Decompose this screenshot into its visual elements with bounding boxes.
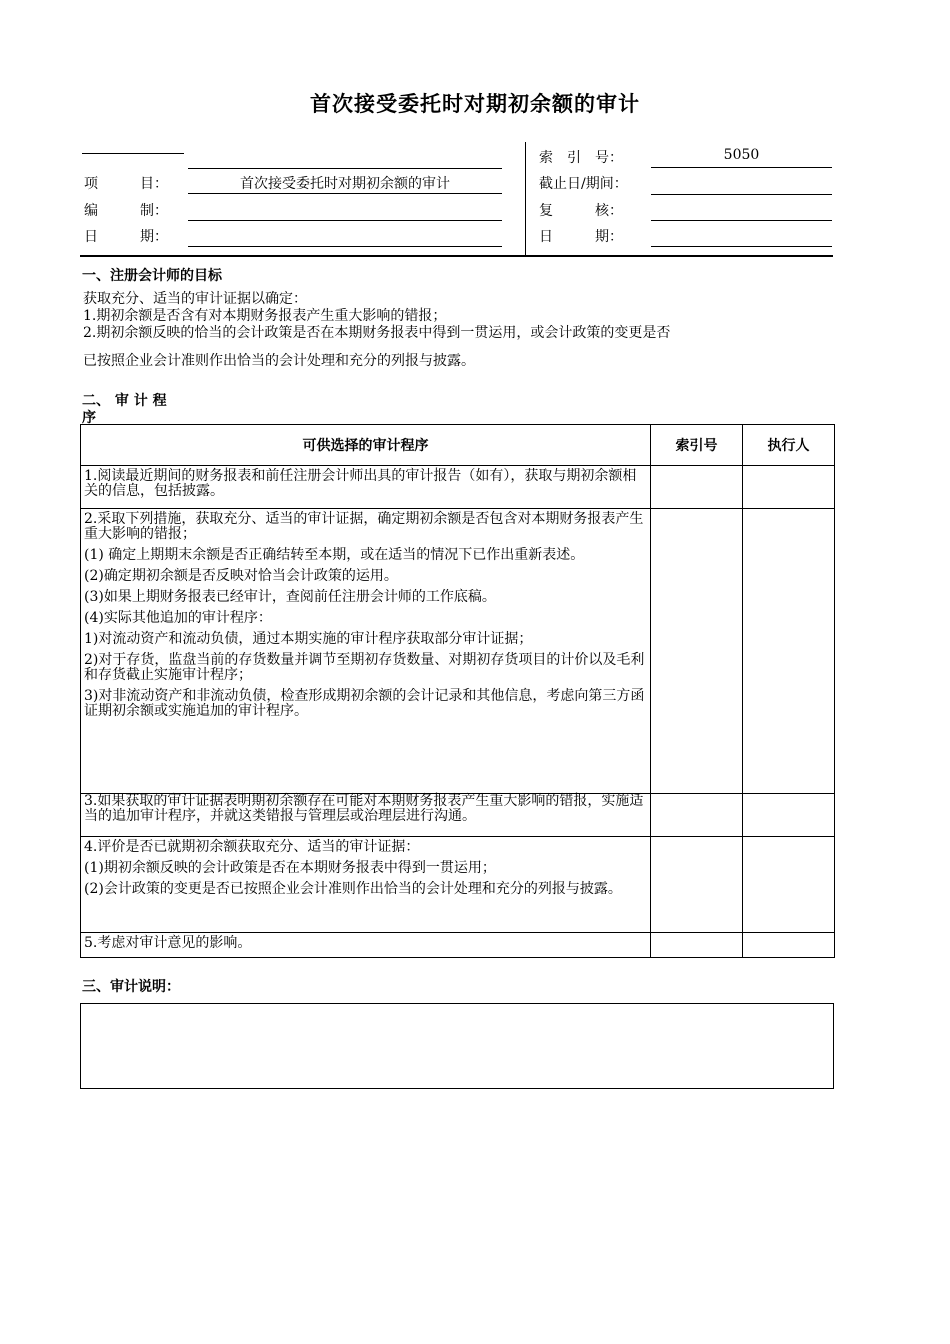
section2-heading-wrap: 序 <box>82 410 96 426</box>
table-row <box>81 933 835 958</box>
procedure-line: 2.采取下列措施，获取充分、适当的审计证据，确定期初余额是否包含对本期财务报表产生重大影响的错报； <box>84 511 644 542</box>
section1-line-1: 获取充分、适当的审计证据以确定： <box>83 291 307 307</box>
performer-cell[interactable] <box>743 933 835 958</box>
index-cell[interactable] <box>651 509 743 794</box>
procedure-line: 1.阅读最近期间的财务报表和前任注册会计师出具的审计报告（如有），获取与期初余额相关的信息，包括披露。 <box>84 468 637 499</box>
item-label: 项 目： <box>84 176 168 192</box>
index-cell[interactable] <box>651 794 743 837</box>
header-short-rule <box>82 153 184 154</box>
procedure-line: 4.评价是否已就期初余额获取充分、适当的审计证据： <box>84 839 420 855</box>
header-top-left-rule <box>188 168 502 169</box>
procedure-line: (2)会计政策的变更是否已按照企业会计准则作出恰当的会计处理和充分的列报与披露。 <box>84 881 622 897</box>
index-cell[interactable] <box>651 837 743 933</box>
header-thick-rule <box>80 255 833 257</box>
table-header-row <box>81 425 835 466</box>
prepared-label: 编 制： <box>84 203 168 219</box>
right-date-underline <box>651 246 832 247</box>
section2-heading: 二、 审 计 程 <box>82 393 167 409</box>
procedure-line: 3)对非流动资产和非流动负债，检查形成期初余额的会计记录和其他信息，考虑向第三方函证期初余额或实施追加的审计程序。 <box>84 688 645 719</box>
procedure-line: (1)期初余额反映的会计政策是否在本期财务报表中得到一贯运用； <box>84 860 496 876</box>
table-row <box>81 794 835 837</box>
page-title: 首次接受委托时对期初余额的审计 <box>310 92 640 116</box>
table-row <box>81 509 835 794</box>
left-date-underline <box>188 246 502 247</box>
procedure-line: 1)对流动资产和流动负债，通过本期实施的审计程序获取部分审计证据； <box>84 631 533 647</box>
review-underline <box>651 220 832 221</box>
performer-cell[interactable] <box>743 794 835 837</box>
index-cell[interactable] <box>651 466 743 509</box>
section1-line-3: 2.期初余额反映的恰当的会计政策是否在本期财务报表中得到一贯运用，或会计政策的变更是否 <box>83 325 671 341</box>
section1-heading: 一、注册会计师的目标 <box>82 268 222 284</box>
section1-line-2: 1.期初余额是否含有对本期财务报表产生重大影响的错报； <box>83 308 447 324</box>
prepared-underline <box>188 220 502 221</box>
procedure-cell <box>81 509 651 794</box>
item-underline <box>188 193 502 194</box>
procedure-cell <box>81 466 651 509</box>
left-date-label: 日 期： <box>84 229 168 245</box>
performer-cell[interactable] <box>743 837 835 933</box>
procedure-line: (3)如果上期财务报表已经审计，查阅前任注册会计师的工作底稿。 <box>84 589 496 605</box>
audit-notes-box[interactable] <box>80 1003 834 1089</box>
procedure-line: (4)实际其他追加的审计程序： <box>84 610 272 626</box>
item-value[interactable]: 首次接受委托时对期初余额的审计 <box>240 176 450 192</box>
header-divider <box>525 142 526 256</box>
period-underline <box>651 194 832 195</box>
index-value[interactable]: 5050 <box>723 147 760 163</box>
procedure-cell <box>81 933 651 958</box>
procedure-line: (1) 确定上期期末余额是否正确结转至本期，或在适当的情况下已作出重新表述。 <box>84 547 585 563</box>
index-label: 索 引 号： <box>539 150 623 166</box>
procedure-line: 2)对于存货，监盘当前的存货数量并调节至期初存货数量、对期初存货项目的计价以及毛利和存货截止实施审计程序； <box>84 652 645 683</box>
column-header-procedure: 可供选择的审计程序 <box>81 425 651 466</box>
procedure-line: (2)确定期初余额是否反映对恰当会计政策的运用。 <box>84 568 398 584</box>
table-row <box>81 837 835 933</box>
procedure-cell <box>81 837 651 933</box>
procedure-line: 5.考虑对审计意见的影响。 <box>84 935 252 951</box>
index-underline <box>651 167 832 168</box>
right-date-label: 日 期： <box>539 229 623 245</box>
index-cell[interactable] <box>651 933 743 958</box>
procedure-cell <box>81 794 651 837</box>
table-row <box>81 466 835 509</box>
section3-heading: 三、审计说明： <box>82 979 180 995</box>
column-header-performer: 执行人 <box>743 425 835 466</box>
performer-cell[interactable] <box>743 466 835 509</box>
performer-cell[interactable] <box>743 509 835 794</box>
column-header-index: 索引号 <box>651 425 743 466</box>
audit-procedures-table <box>80 424 835 958</box>
review-label: 复 核： <box>539 203 623 219</box>
period-label: 截止日/期间： <box>539 176 628 192</box>
section1-line-4: 已按照企业会计准则作出恰当的会计处理和充分的列报与披露。 <box>83 353 475 369</box>
procedure-line: 3.如果获取的审计证据表明期初余额存在可能对本期财务报表产生重大影响的错报，实施适当的追加审计程序，并就这类错报与管理层或治理层进行沟通。 <box>84 793 644 824</box>
